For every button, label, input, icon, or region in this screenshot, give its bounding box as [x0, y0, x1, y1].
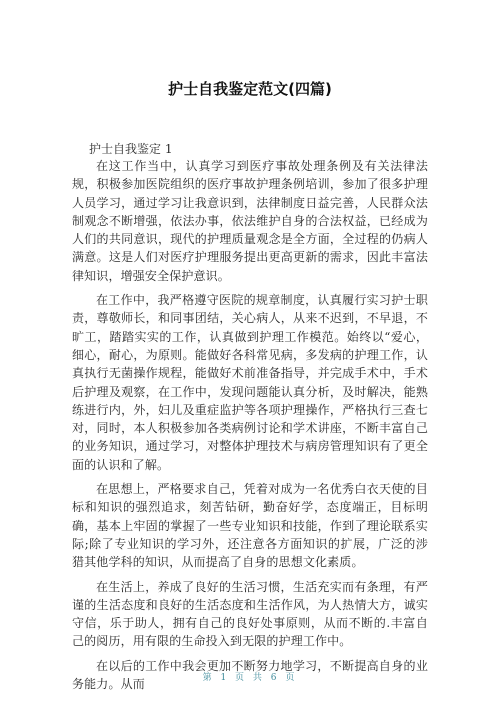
section-heading: 护士自我鉴定 1 — [89, 142, 173, 156]
document-body — [72, 157, 428, 699]
page-number-footer: 第 1 页 共 6 页 — [202, 673, 298, 683]
paragraph: 在这工作当中，认真学习到医疗事故处理条例及有关法律法规，积极参加医院组织的医疗事故护理条例培训，参加了很多护理人员学习，通过学习让我意识到，法律制度日益完善，人民群众法制观念不断增强，依法办事，依法维护自身的合法权益，已经成为人们的共同意识，现代的护理质量观念是全方面，全过程的仍病人满意。这是人们对医疗护理服务提出更高更新的需求，因此丰富法律知识，增强安全保护意识。 — [72, 159, 428, 283]
paragraph: 在思想上，严格要求自己，凭着对成为一名优秀白衣天使的目标和知识的强烈追求，刻苦钻研，勤奋好学，态度端正，目标明确，基本上牢固的掌握了一些专业知识和技能，作到了理论联系实际;除了专业知识的学习外，还注意各方面知识的扩展，广泛的涉猎其他学科的知识，从而提高了自身的思想文化素质。 — [72, 482, 428, 570]
paragraph: 在生活上，养成了良好的生活习惯，生活充实而有条理，有严谨的生活态度和良好的生活态度和生活作风，为人热情大方，诚实守信，乐于助人，拥有自己的良好处事原则，从而不断的.丰富自己的阅历，用有限的生命投入到无限的护理工作中。 — [72, 579, 428, 649]
paragraph: 在工作中，我严格遵守医院的规章制度，认真履行实习护士职责，尊敬师长，和同事团结，关心病人，从来不迟到，不早退，不旷工，踏踏实实的工作，认真做到护理工作模范。始终以“爱心，细心，耐心，为原则。能做好各科常见病，多发病的护理工作，认真执行无菌操作规程，能做好术前准备指导，并完成手术中，手术后护理及观察，在工作中，发现问题能认真分析，及时解决，能熟练进行内，外，妇儿及重症监护等各项护理操作，严格执行三查七对，同时，本人积极参加各类病例讨论和学术讲座，不断丰富自己的业务知识，通过学习，对整体护理技术与病房管理知识有了更全面的认识和了解。 — [72, 293, 428, 472]
paragraph: 在以后的工作中我会更加不断努力地学习，不断提高自身的业务能力。从而 — [72, 658, 428, 692]
document-title: 护士自我鉴定范文(四篇) — [168, 80, 332, 98]
